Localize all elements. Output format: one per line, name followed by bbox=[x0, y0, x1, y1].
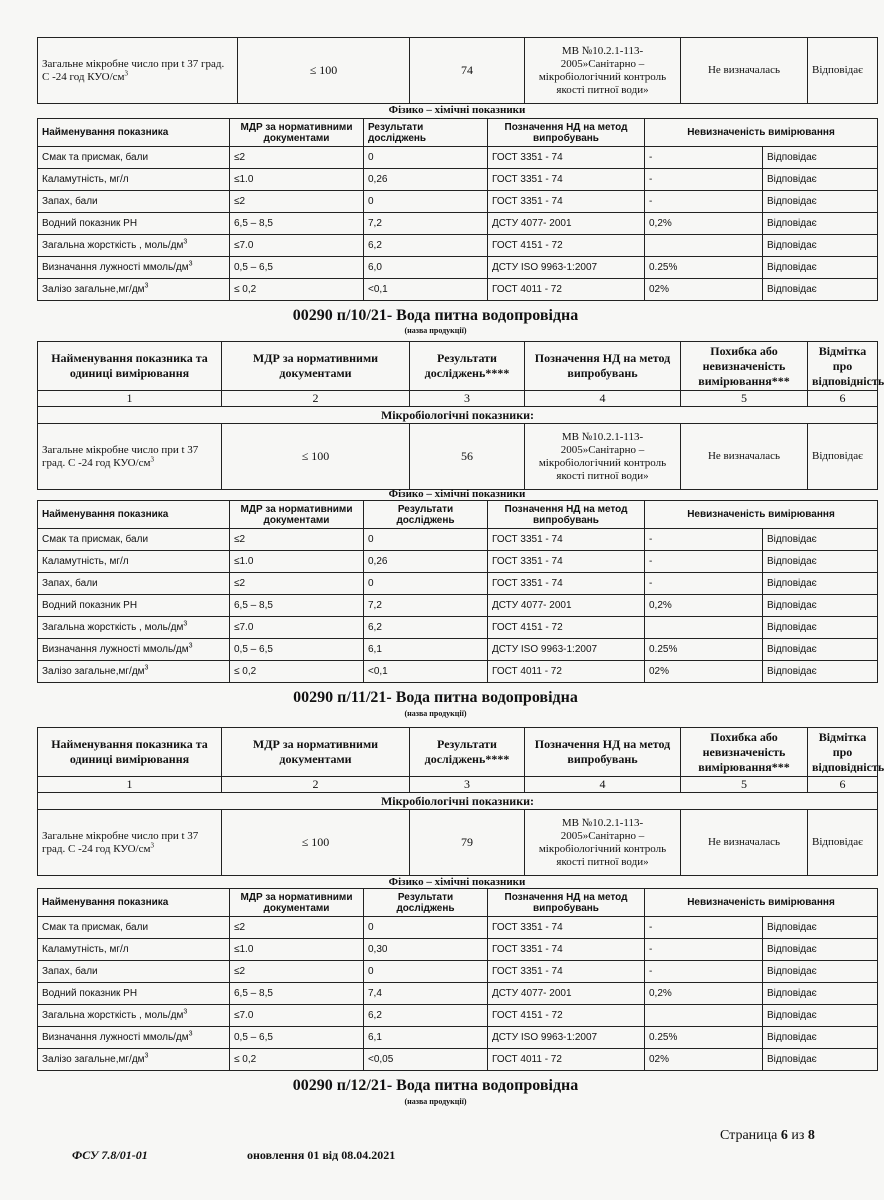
uncertainty-value: - bbox=[645, 961, 763, 983]
page-number bbox=[720, 1128, 815, 1144]
micro-title-row bbox=[38, 793, 878, 810]
method-value: ГОСТ 4011 - 72 bbox=[488, 1049, 645, 1071]
col-number: 6 bbox=[808, 391, 878, 407]
header-method: Позначення НД на метод випробувань bbox=[525, 342, 681, 391]
micro-section-title: Мікробіологічні показники: bbox=[38, 793, 878, 810]
product-title-b: 00290 п/11/21- Вода питна водопровідна bbox=[293, 689, 578, 706]
mdr-value: 0,5 – 6,5 bbox=[230, 639, 364, 661]
column-numbers-row bbox=[38, 391, 878, 407]
header-conformity: Відмітка про відповідність bbox=[808, 728, 878, 777]
indicator-name: Каламутність, мг/л bbox=[38, 551, 230, 573]
indicator-name: Каламутність, мг/л bbox=[38, 169, 230, 191]
chem-row bbox=[38, 213, 878, 235]
uncertainty-value: - bbox=[645, 169, 763, 191]
chem-row bbox=[38, 939, 878, 961]
main-header-row bbox=[38, 342, 878, 391]
chem-section-title-a: Фізико – хімічні показники bbox=[388, 488, 526, 500]
mdr-value: ≤2 bbox=[230, 573, 364, 595]
micro-row bbox=[38, 38, 878, 104]
mdr-value: 6,5 – 8,5 bbox=[230, 213, 364, 235]
result-value: 7,2 bbox=[364, 595, 488, 617]
chem-header-uncertainty: Невизначеність вимірювання bbox=[645, 889, 878, 917]
indicator-name: Смак та присмак, бали bbox=[38, 917, 230, 939]
chem-header-result: Результати досліджень bbox=[364, 119, 488, 147]
chem-row bbox=[38, 983, 878, 1005]
conformity-mark: Відповідає bbox=[763, 551, 878, 573]
result-value: 79 bbox=[410, 810, 525, 876]
chem-row bbox=[38, 529, 878, 551]
main-header-row bbox=[38, 728, 878, 777]
conformity-mark: Відповідає bbox=[763, 213, 878, 235]
result-value: 56 bbox=[410, 424, 525, 490]
conformity-mark: Відповідає bbox=[763, 1049, 878, 1071]
col-number: 2 bbox=[222, 777, 410, 793]
result-value: 74 bbox=[410, 38, 525, 104]
indicator-name: Визначання лужності ммоль/$дм^3$ bbox=[38, 257, 230, 279]
chem-row bbox=[38, 1005, 878, 1027]
mdr-value: ≤7.0 bbox=[230, 617, 364, 639]
col-number: 5 bbox=[681, 777, 808, 793]
chem-header-row bbox=[38, 501, 878, 529]
result-value: 0 bbox=[364, 917, 488, 939]
chem-table-b bbox=[37, 888, 878, 1071]
form-code: ФСУ 7.8/01-01 bbox=[72, 1148, 148, 1162]
col-number: 4 bbox=[525, 391, 681, 407]
indicator-name: Залізо $загальне,мг/дм^3$ bbox=[38, 279, 230, 301]
method-value: ДСТУ ISO 9963-1:2007 bbox=[488, 257, 645, 279]
result-value: 0 bbox=[364, 961, 488, 983]
method-value: ГОСТ 4011 - 72 bbox=[488, 661, 645, 683]
indicator-name: Запах, бали bbox=[38, 573, 230, 595]
conformity-mark: Відповідає bbox=[763, 257, 878, 279]
chem-rows bbox=[38, 529, 878, 683]
micro-section-title: Мікробіологічні показники: bbox=[38, 407, 878, 424]
uncertainty-value: 0,2% bbox=[645, 595, 763, 617]
result-value: 0 bbox=[364, 573, 488, 595]
mdr-value: ≤ 0,2 bbox=[230, 1049, 364, 1071]
conformity-mark: Відповідає bbox=[763, 661, 878, 683]
chem-row bbox=[38, 917, 878, 939]
chem-header-method: Позначення НД на метод випробувань bbox=[488, 501, 645, 529]
conformity-mark: Відповідає bbox=[763, 169, 878, 191]
chem-rows bbox=[38, 917, 878, 1071]
indicator-name: Загальне мікробне число при t 37 град. С -24 год КУО/$см^3$ bbox=[38, 38, 238, 104]
conformity-mark: Відповідає bbox=[763, 279, 878, 301]
uncertainty-value: - bbox=[645, 551, 763, 573]
uncertainty-value: 0.25% bbox=[645, 257, 763, 279]
mdr-value: ≤2 bbox=[230, 917, 364, 939]
indicator-name: Визначання лужності ммоль/$дм^3$ bbox=[38, 639, 230, 661]
product-title-a: 00290 п/10/21- Вода питна водопровідна bbox=[292, 307, 579, 324]
result-value: 7,2 bbox=[364, 213, 488, 235]
method-value: ГОСТ 3351 - 74 bbox=[488, 551, 645, 573]
indicator-name: Водний показник РН bbox=[38, 213, 230, 235]
mdr-value: ≤2 bbox=[230, 529, 364, 551]
conformity-mark: Відповідає bbox=[763, 917, 878, 939]
method-value: ДСТУ 4077- 2001 bbox=[488, 595, 645, 617]
column-numbers-row bbox=[38, 777, 878, 793]
product-caption-a: (назва продукції) bbox=[404, 326, 467, 335]
chem-header-uncertainty: Невизначеність вимірювання bbox=[645, 119, 878, 147]
indicator-name: Загальне мікробне число при t 37 град. С -24 год КУО/$см^3$ bbox=[38, 810, 222, 876]
method-value: ГОСТ 4151 - 72 bbox=[488, 1005, 645, 1027]
indicator-name: Загальне мікробне число при t 37 град. С -24 год КУО/$см^3$ bbox=[38, 424, 222, 490]
indicator-name: Каламутність, мг/л bbox=[38, 939, 230, 961]
method-value: ГОСТ 3351 - 74 bbox=[488, 147, 645, 169]
header-mdr: МДР за нормативними документами bbox=[222, 728, 410, 777]
chem-header-mdr: МДР за нормативними документами bbox=[230, 889, 364, 917]
method-value: ГОСТ 3351 - 74 bbox=[488, 169, 645, 191]
uncertainty-value bbox=[645, 617, 763, 639]
result-value: 0,30 bbox=[364, 939, 488, 961]
chem-row bbox=[38, 961, 878, 983]
method-value: ГОСТ 4151 - 72 bbox=[488, 617, 645, 639]
chem-row bbox=[38, 573, 878, 595]
result-value: <0,05 bbox=[364, 1049, 488, 1071]
conformity-mark: Відповідає bbox=[763, 235, 878, 257]
chem-header-uncertainty: Невизначеність вимірювання bbox=[645, 501, 878, 529]
uncertainty-value: Не визначалась bbox=[681, 810, 808, 876]
mdr-value: 0,5 – 6,5 bbox=[230, 1027, 364, 1049]
indicator-name: Смак та присмак, бали bbox=[38, 529, 230, 551]
uncertainty-value: Не визначалась bbox=[681, 424, 808, 490]
uncertainty-value: 0.25% bbox=[645, 1027, 763, 1049]
conformity-mark: Відповідає bbox=[763, 939, 878, 961]
method-value: ГОСТ 4011 - 72 bbox=[488, 279, 645, 301]
header-result: Результати досліджень**** bbox=[410, 342, 525, 391]
header-result: Результати досліджень**** bbox=[410, 728, 525, 777]
result-value: 0,26 bbox=[364, 551, 488, 573]
conformity-mark: Відповідає bbox=[763, 595, 878, 617]
product-caption-b: (назва продукції) bbox=[404, 709, 467, 718]
result-value: <0,1 bbox=[364, 279, 488, 301]
micro-title-row bbox=[38, 407, 878, 424]
chem-row bbox=[38, 169, 878, 191]
uncertainty-value bbox=[645, 235, 763, 257]
col-number: 4 bbox=[525, 777, 681, 793]
uncertainty-value: - bbox=[645, 147, 763, 169]
uncertainty-value: - bbox=[645, 939, 763, 961]
mdr-value: 6,5 – 8,5 bbox=[230, 595, 364, 617]
chem-row bbox=[38, 257, 878, 279]
mdr-value: ≤ 100 bbox=[222, 424, 410, 490]
page-total: 8 bbox=[807, 1128, 815, 1143]
method-value: ГОСТ 3351 - 74 bbox=[488, 939, 645, 961]
conformity-mark: Відповідає bbox=[763, 191, 878, 213]
result-value: 0 bbox=[364, 147, 488, 169]
mdr-value: ≤1.0 bbox=[230, 939, 364, 961]
chem-row bbox=[38, 551, 878, 573]
chem-row bbox=[38, 617, 878, 639]
chem-header-result: Результати досліджень bbox=[364, 501, 488, 529]
chem-rows bbox=[38, 147, 878, 301]
uncertainty-value: 0,2% bbox=[645, 983, 763, 1005]
top-chem-table bbox=[37, 118, 878, 301]
indicator-name: Визначання лужності ммоль/$дм^3$ bbox=[38, 1027, 230, 1049]
main-table-a bbox=[37, 341, 884, 490]
indicator-name: Загальна жорсткість , моль/$дм^3$ bbox=[38, 617, 230, 639]
mdr-value: ≤7.0 bbox=[230, 235, 364, 257]
chem-header-name: Найменування показника bbox=[38, 119, 230, 147]
chem-header-result: Результати досліджень bbox=[364, 889, 488, 917]
page-prefix: Страница bbox=[720, 1128, 778, 1143]
col-number: 5 bbox=[681, 391, 808, 407]
method-value: ГОСТ 3351 - 74 bbox=[488, 529, 645, 551]
mdr-value: ≤ 0,2 bbox=[230, 661, 364, 683]
result-value: 6,0 bbox=[364, 257, 488, 279]
uncertainty-value: 02% bbox=[645, 1049, 763, 1071]
indicator-name: Загальна жорсткість , моль/$дм^3$ bbox=[38, 235, 230, 257]
update-note: оновлення 01 від 08.04.2021 bbox=[247, 1148, 396, 1162]
mdr-value: 0,5 – 6,5 bbox=[230, 257, 364, 279]
col-number: 3 bbox=[410, 391, 525, 407]
method-value: ГОСТ 4151 - 72 bbox=[488, 235, 645, 257]
method-value: ДСТУ 4077- 2001 bbox=[488, 983, 645, 1005]
header-indicator: Найменування показника та одиниці вимірювання bbox=[38, 728, 222, 777]
chem-header-mdr: МДР за нормативними документами bbox=[230, 501, 364, 529]
uncertainty-value: 02% bbox=[645, 661, 763, 683]
uncertainty-value: 0.25% bbox=[645, 639, 763, 661]
main-table-b bbox=[37, 727, 884, 876]
method-value: ДСТУ ISO 9963-1:2007 bbox=[488, 1027, 645, 1049]
uncertainty-value: 0,2% bbox=[645, 213, 763, 235]
header-conformity: Відмітка про відповідність bbox=[808, 342, 878, 391]
conformity-mark: Відповідає bbox=[763, 529, 878, 551]
uncertainty-value: - bbox=[645, 529, 763, 551]
indicator-name: Запах, бали bbox=[38, 961, 230, 983]
chem-section-title: Фізико – хімічні показники bbox=[388, 104, 526, 116]
micro-row bbox=[38, 810, 878, 876]
conformity-mark: Відповідає bbox=[763, 1005, 878, 1027]
method-value: ДСТУ 4077- 2001 bbox=[488, 213, 645, 235]
result-value: 6,2 bbox=[364, 1005, 488, 1027]
method-value: ДСТУ ISO 9963-1:2007 bbox=[488, 639, 645, 661]
indicator-name: Залізо $загальне,мг/дм^3$ bbox=[38, 661, 230, 683]
method-value: ГОСТ 3351 - 74 bbox=[488, 573, 645, 595]
conformity-mark: Відповідає bbox=[763, 147, 878, 169]
mdr-value: ≤ 100 bbox=[222, 810, 410, 876]
result-value: 0,26 bbox=[364, 169, 488, 191]
result-value: <0,1 bbox=[364, 661, 488, 683]
mdr-value: ≤1.0 bbox=[230, 551, 364, 573]
chem-section-title-b: Фізико – хімічні показники bbox=[388, 876, 526, 888]
chem-row bbox=[38, 595, 878, 617]
chem-header-name: Найменування показника bbox=[38, 501, 230, 529]
mdr-value: ≤2 bbox=[230, 147, 364, 169]
result-value: 6,2 bbox=[364, 235, 488, 257]
mdr-value: 6,5 – 8,5 bbox=[230, 983, 364, 1005]
chem-row bbox=[38, 279, 878, 301]
uncertainty-value: - bbox=[645, 191, 763, 213]
product-caption-next: (назва продукції) bbox=[404, 1097, 467, 1106]
header-uncertainty: Похибка або невизначеність вимірювання*** bbox=[681, 342, 808, 391]
conformity-mark: Відповідає bbox=[763, 617, 878, 639]
header-uncertainty: Похибка або невизначеність вимірювання*** bbox=[681, 728, 808, 777]
method-value: МВ №10.2.1-113-2005»Санітарно – мікробіологічний контроль якості питної води» bbox=[525, 424, 681, 490]
chem-header-method: Позначення НД на метод випробувань bbox=[488, 119, 645, 147]
header-mdr: МДР за нормативними документами bbox=[222, 342, 410, 391]
conformity-mark: Відповідає bbox=[808, 424, 878, 490]
conformity-mark: Відповідає bbox=[763, 1027, 878, 1049]
mdr-value: ≤ 0,2 bbox=[230, 279, 364, 301]
method-value: ГОСТ 3351 - 74 bbox=[488, 191, 645, 213]
indicator-name: Загальна жорсткість , моль/$дм^3$ bbox=[38, 1005, 230, 1027]
page-current: 6 bbox=[780, 1128, 788, 1143]
chem-header-row bbox=[38, 889, 878, 917]
chem-row bbox=[38, 639, 878, 661]
uncertainty-value: - bbox=[645, 573, 763, 595]
conformity-mark: Відповідає bbox=[808, 810, 878, 876]
uncertainty-value: Не визначалась bbox=[681, 38, 808, 104]
col-number: 6 bbox=[808, 777, 878, 793]
conformity-mark: Відповідає bbox=[763, 573, 878, 595]
result-value: 7,4 bbox=[364, 983, 488, 1005]
method-value: МВ №10.2.1-113-2005»Санітарно – мікробіологічний контроль якості питної води» bbox=[525, 810, 681, 876]
conformity-mark: Відповідає bbox=[763, 961, 878, 983]
chem-row bbox=[38, 661, 878, 683]
conformity-mark: Відповідає bbox=[763, 983, 878, 1005]
chem-header-name: Найменування показника bbox=[38, 889, 230, 917]
uncertainty-value: - bbox=[645, 917, 763, 939]
indicator-name: Водний показник РН bbox=[38, 983, 230, 1005]
mdr-value: ≤1.0 bbox=[230, 169, 364, 191]
result-value: 6,2 bbox=[364, 617, 488, 639]
col-number: 3 bbox=[410, 777, 525, 793]
uncertainty-value: 02% bbox=[645, 279, 763, 301]
indicator-name: Смак та присмак, бали bbox=[38, 147, 230, 169]
col-number: 2 bbox=[222, 391, 410, 407]
mdr-value: ≤2 bbox=[230, 191, 364, 213]
uncertainty-value bbox=[645, 1005, 763, 1027]
mdr-value: ≤2 bbox=[230, 961, 364, 983]
result-value: 6,1 bbox=[364, 1027, 488, 1049]
result-value: 6,1 bbox=[364, 639, 488, 661]
header-method: Позначення НД на метод випробувань bbox=[525, 728, 681, 777]
conformity-mark: Відповідає bbox=[763, 639, 878, 661]
result-value: 0 bbox=[364, 191, 488, 213]
chem-table-a bbox=[37, 500, 878, 683]
micro-row bbox=[38, 424, 878, 490]
result-value: 0 bbox=[364, 529, 488, 551]
conformity-mark: Відповідає bbox=[808, 38, 878, 104]
page-sep: из bbox=[791, 1128, 805, 1143]
chem-header-row bbox=[38, 119, 878, 147]
col-number: 1 bbox=[38, 777, 222, 793]
indicator-name: Залізо $загальне,мг/дм^3$ bbox=[38, 1049, 230, 1071]
chem-header-mdr: МДР за нормативними документами bbox=[230, 119, 364, 147]
top-micro-table bbox=[37, 37, 878, 104]
product-title-next: 00290 п/12/21- Вода питна водопровідна bbox=[292, 1077, 579, 1094]
mdr-value: ≤7.0 bbox=[230, 1005, 364, 1027]
indicator-name: Водний показник РН bbox=[38, 595, 230, 617]
chem-header-method: Позначення НД на метод випробувань bbox=[488, 889, 645, 917]
mdr-value: ≤ 100 bbox=[238, 38, 410, 104]
chem-row bbox=[38, 1049, 878, 1071]
chem-row bbox=[38, 235, 878, 257]
col-number: 1 bbox=[38, 391, 222, 407]
indicator-name: Запах, бали bbox=[38, 191, 230, 213]
chem-row bbox=[38, 191, 878, 213]
method-value: МВ №10.2.1-113-2005»Санітарно – мікробіологічний контроль якості питної води» bbox=[525, 38, 681, 104]
chem-row bbox=[38, 147, 878, 169]
method-value: ГОСТ 3351 - 74 bbox=[488, 917, 645, 939]
method-value: ГОСТ 3351 - 74 bbox=[488, 961, 645, 983]
chem-row bbox=[38, 1027, 878, 1049]
header-indicator: Найменування показника та одиниці вимірювання bbox=[38, 342, 222, 391]
